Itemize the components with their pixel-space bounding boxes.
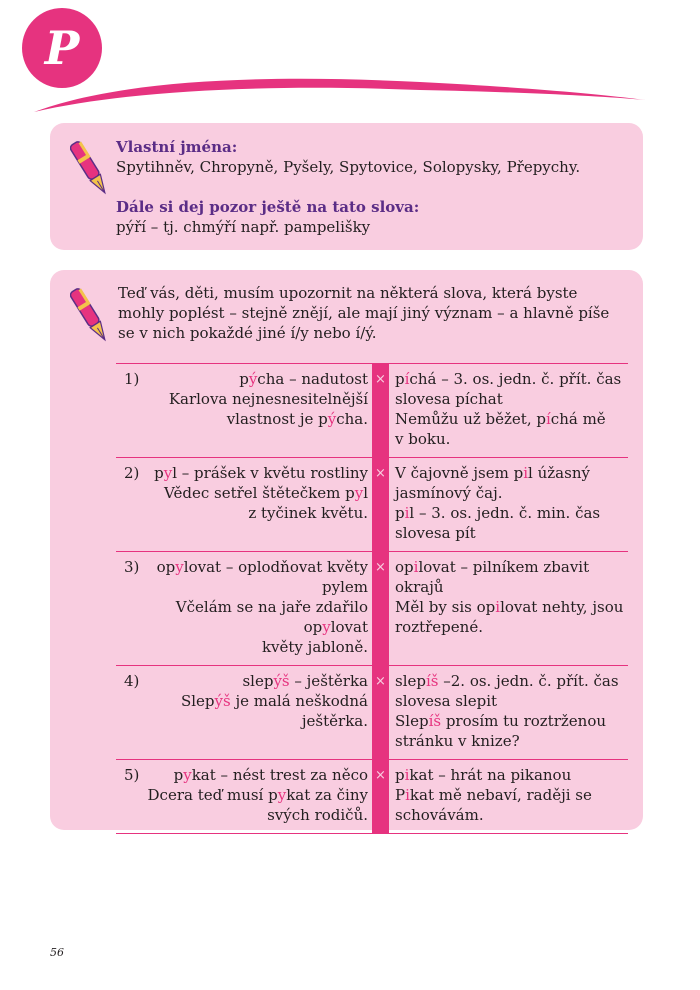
i-word-cell: píchá – 3. os. jedn. č. přít. čas slovesa píchat Nemůžu už běžet, píchá mě v boku. (395, 370, 622, 448)
separator-bar (372, 760, 389, 833)
cross-icon: × (375, 768, 386, 783)
i-word-cell: V čajovně jsem pil úžasný jasmínový čaj. pil – 3. os. jedn. č. min. čas slovesa pít (395, 464, 601, 542)
caution-label: Dále si dej pozor ještě na tato slova: (116, 198, 420, 216)
i-word-cell: pikat – hrát na pikanou Pikat mě nebaví, raději se schovávám. (395, 766, 592, 824)
table-row (116, 457, 628, 551)
separator-bar (372, 364, 389, 457)
y-word-cell: pyl – prášek v květu rostliny Vědec setřel štětečkem pyl z tyčinek květu. (154, 464, 368, 522)
table-row (116, 551, 628, 665)
separator-bar (372, 666, 389, 759)
proper-names-label: Vlastní jména: (116, 138, 238, 156)
row-number: 5) (124, 766, 140, 784)
homophones-table (116, 363, 628, 834)
row-number: 3) (124, 558, 140, 576)
row-number: 2) (124, 464, 140, 482)
page-number: 56 (50, 946, 64, 959)
fountain-pen-icon (70, 135, 110, 203)
table-row (116, 665, 628, 759)
cross-icon: × (375, 560, 386, 575)
proper-names-box (50, 123, 643, 250)
row-number: 1) (124, 370, 140, 388)
cross-icon: × (375, 674, 386, 689)
y-word-cell: pykat – nést trest za něco Dcera teď musí pykat za činy svých rodičů. (147, 766, 368, 824)
separator-bar (372, 458, 389, 551)
intro-paragraph: Teď vás, děti, musím upozornit na některá slova, která byste mohly poplést – stejně znějí, ale mají jiný význam – a hlavně píše se v nich pokaždé jiné í/y nebo í/ý. (118, 284, 610, 342)
table-row (116, 363, 628, 457)
y-word-cell: slepýš – ještěrka Slepýš je malá neškodná ještěrka. (180, 672, 368, 730)
y-word-cell: pýcha – nadutost Karlova nejnesnesitelnější vlastnost je pýcha. (168, 370, 368, 428)
homophones-box (50, 270, 643, 830)
section-letter-badge: P (22, 8, 102, 88)
cross-icon: × (375, 372, 386, 387)
row-number: 4) (124, 672, 140, 690)
i-word-cell: slepíš –2. os. jedn. č. přít. čas slovesa slepit Slepíš prosím tu roztrženou stránku v knize? (395, 672, 619, 750)
separator-bar (372, 552, 389, 665)
header-swoosh (0, 0, 700, 120)
table-row (116, 759, 628, 834)
cross-icon: × (375, 466, 386, 481)
y-word-cell: opylovat – oplodňovat květy pylem Včelám se na jaře zdařilo opylovat květy jabloně. (156, 558, 368, 656)
caution-words: pýří – tj. chmýří např. pampelišky (116, 218, 371, 236)
fountain-pen-icon (70, 282, 110, 350)
proper-names-list: Spytihněv, Chropyně, Pyšely, Spytovice, Solopysky, Přepychy. (116, 158, 581, 176)
i-word-cell: opilovat – pilníkem zbavit okrajů Měl by sis opilovat nehty, jsou roztřepené. (395, 558, 624, 636)
